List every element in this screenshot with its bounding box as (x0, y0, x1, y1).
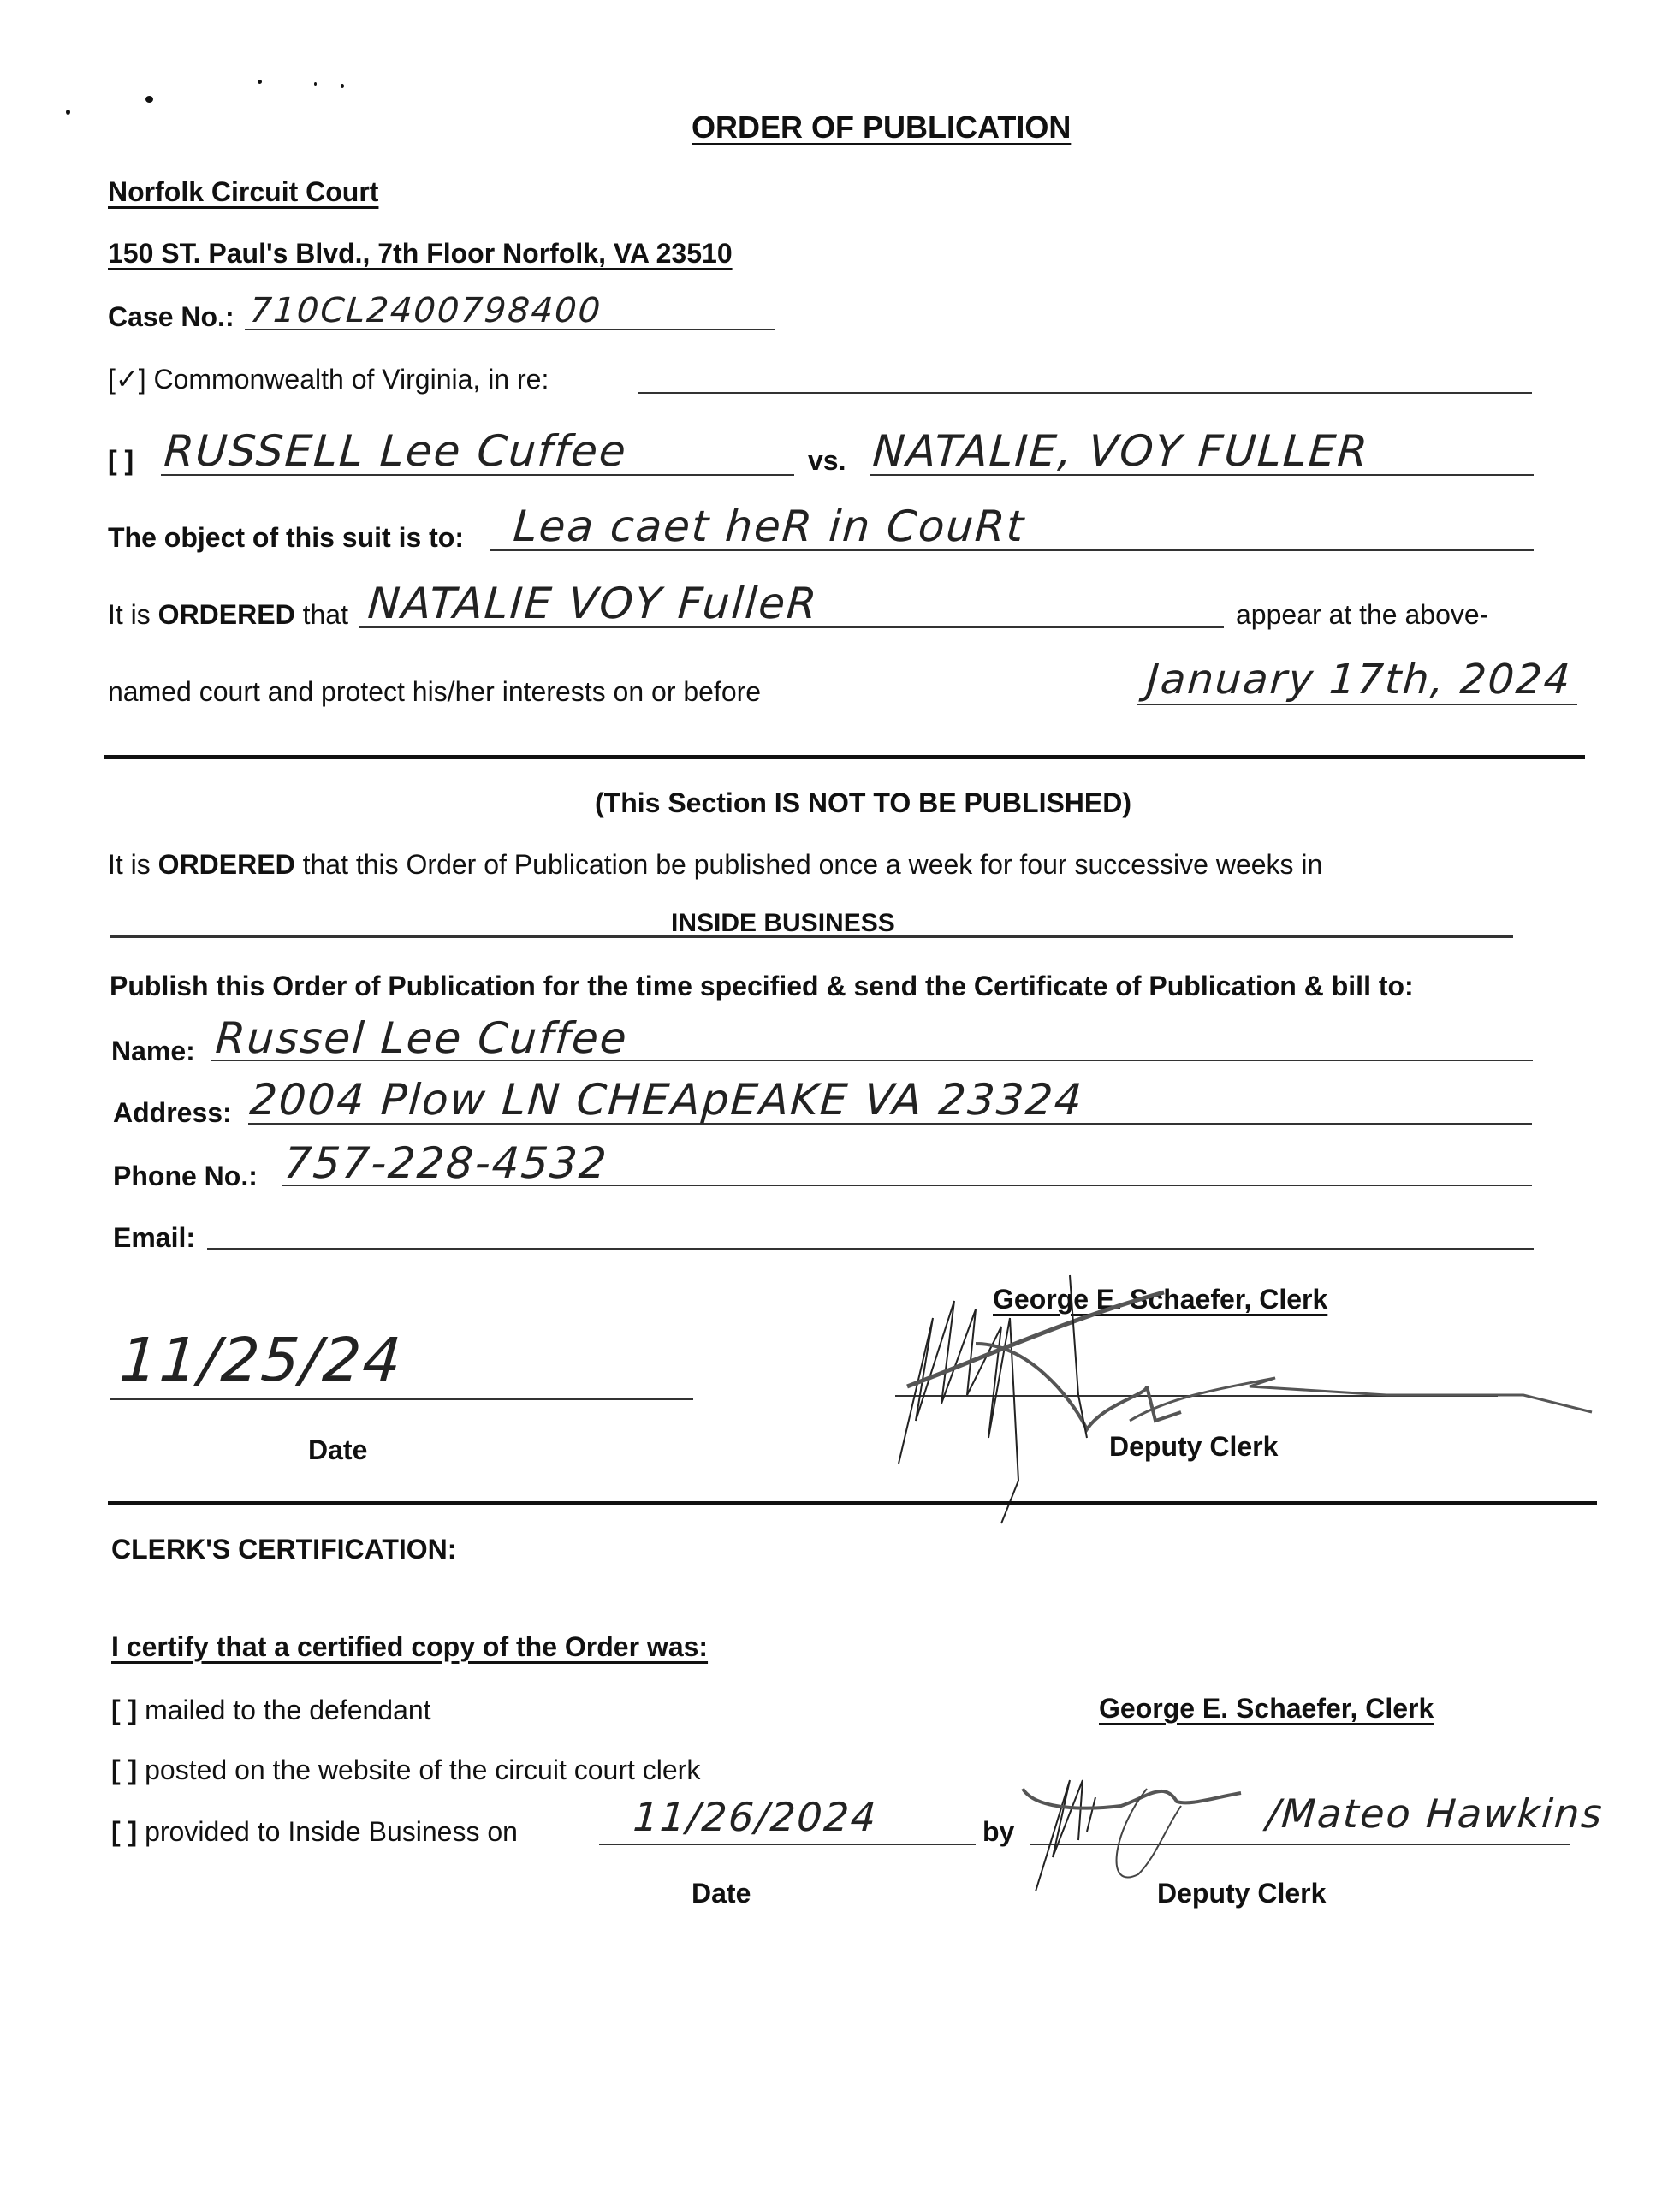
protect-date-field[interactable]: January 17th, 2024 (1145, 656, 1574, 704)
billing-phone-field[interactable]: 757-228-4532 (282, 1138, 610, 1188)
plaintiff-field[interactable]: RUSSELL Lee Cuffee (162, 426, 629, 476)
object-field[interactable]: Lea caet heR in CouRt (511, 502, 1027, 551)
date-field[interactable]: 11/25/24 (117, 1325, 406, 1395)
object-label: The object of this suit is to: (108, 522, 464, 553)
ordered-prefix: It is (108, 599, 158, 630)
cert-date-field[interactable]: 11/26/2024 (632, 1794, 880, 1840)
not-published-note: (This Section IS NOT TO BE PUBLISHED) (595, 787, 1132, 818)
deputy-clerk-label: Deputy Clerk (1109, 1431, 1279, 1462)
ordered-label (108, 599, 348, 631)
scan-speck (66, 110, 70, 115)
scan-speck (258, 80, 262, 84)
billing-name-label: Name: (111, 1036, 195, 1066)
cert-deputy-label: Deputy Clerk (1157, 1878, 1327, 1909)
cert-by-label: by (982, 1816, 1015, 1847)
date-line (110, 1398, 693, 1400)
cert-option-label: provided to Inside Business on (145, 1816, 518, 1847)
publication-name: INSIDE BUSINESS (671, 909, 895, 937)
billing-email-label: Email: (113, 1222, 196, 1253)
case-number-field[interactable]: 710CL2400798400 (248, 291, 603, 330)
cert-clerk-name: George E. Schaefer, Clerk (1099, 1693, 1434, 1724)
defendant-field[interactable]: NATALIE, VOY FULLER (870, 426, 1371, 476)
cert-checkbox-posted[interactable]: [ ] (111, 1755, 138, 1785)
cert-deputy-name: /Mateo Hawkins (1265, 1790, 1606, 1837)
case-number-label: Case No.: (108, 301, 234, 332)
cert-date-line (599, 1844, 976, 1845)
certification-statement: I certify that a certified copy of the Order was: (111, 1631, 709, 1662)
cert-option-posted (111, 1755, 700, 1786)
scan-speck (341, 84, 344, 88)
billing-address-field[interactable]: 2004 Plow LN CHEApEAKE VA 23324 (247, 1075, 1085, 1125)
cert-checkbox-mailed[interactable]: [ ] (111, 1695, 138, 1725)
protect-label: named court and protect his/her interests on or before (108, 676, 762, 707)
court-name: Norfolk Circuit Court (108, 176, 379, 207)
billing-address-label: Address: (113, 1097, 232, 1128)
clerk-name: George E. Schaefer, Clerk (993, 1284, 1328, 1315)
commonwealth-label: Commonwealth of Virginia, in re: (153, 364, 549, 395)
publish-order-prefix: It is (108, 849, 158, 880)
cert-option-provided (111, 1816, 518, 1848)
cert-checkbox-provided[interactable]: [ ] (111, 1816, 138, 1847)
parties-checkbox[interactable]: [ ] (108, 445, 134, 476)
cert-option-label: mailed to the defendant (145, 1695, 431, 1725)
section-divider (104, 755, 1585, 759)
ordered-suffix: that (294, 599, 348, 630)
vs-label: vs. (808, 445, 846, 476)
ordered-tail: appear at the above- (1236, 599, 1489, 630)
cert-option-mailed (111, 1695, 431, 1726)
billing-phone-label: Phone No.: (113, 1161, 258, 1191)
billing-name-field[interactable]: Russel Lee Cuffee (213, 1013, 630, 1063)
commonwealth-line[interactable] (638, 392, 1532, 394)
cert-date-label: Date (692, 1878, 751, 1909)
commonwealth-checkbox[interactable]: [✓] (108, 364, 146, 395)
certification-divider (108, 1501, 1597, 1505)
billing-heading: Publish this Order of Publication for the time specified & send the Certificate of Publication & bill to: (110, 971, 1414, 1001)
cert-option-label: posted on the website of the circuit court clerk (145, 1755, 701, 1785)
scan-speck (145, 96, 153, 103)
date-label: Date (308, 1434, 368, 1465)
protect-date-line (1137, 704, 1577, 705)
ordered-party-field[interactable]: NATALIE VOY FulleR (365, 579, 820, 628)
publish-order-bold: ORDERED (157, 849, 295, 880)
publish-order-suffix: that this Order of Publication be published once a week for four successive weeks in (294, 849, 1323, 880)
court-address: 150 ST. Paul's Blvd., 7th Floor Norfolk, VA 23510 (108, 238, 733, 269)
document-title: ORDER OF PUBLICATION (692, 110, 1072, 145)
commonwealth-row (108, 363, 549, 395)
scan-speck (314, 82, 317, 86)
publish-order-text (108, 849, 1322, 881)
certification-heading: CLERK'S CERTIFICATION: (111, 1534, 457, 1565)
billing-email-field[interactable] (207, 1248, 1534, 1250)
ordered-bold: ORDERED (157, 599, 295, 630)
deputy-signature-icon (873, 1267, 1609, 1541)
